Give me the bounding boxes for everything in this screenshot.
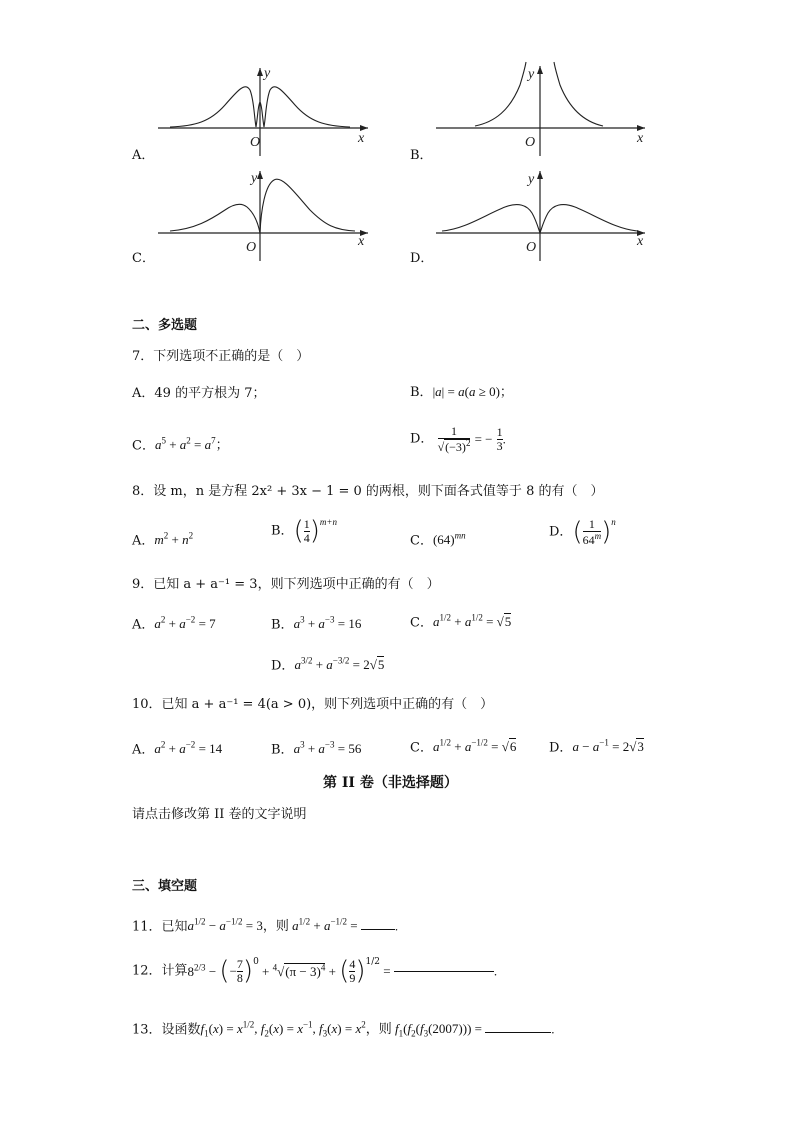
x-axis-label: x xyxy=(637,131,644,146)
part-2-note[interactable]: 请点击修改第 II 卷的文字说明 xyxy=(132,807,307,822)
question-8-option-d: D．( $\frac{1}{64^m}$ )$^n$ xyxy=(549,517,616,548)
question-7-option-d: D． $\frac{1}{√(-3)^2}$ = − $\frac{1}{3}$ . xyxy=(410,424,506,454)
graph-b xyxy=(430,60,660,160)
question-7-stem: 7．下列选项不正确的是（ ） xyxy=(132,349,310,364)
question-10-option-a: A．$a^2 + a^{-2} = 14$ xyxy=(132,740,223,758)
question-10-option-b: B．$a^3 + a^{-3} = 56$ xyxy=(271,740,362,758)
question-7-option-c: C．$a^5 + a^2 = a^7$； xyxy=(132,436,229,454)
option-label: D． xyxy=(410,251,434,266)
graph-c xyxy=(150,165,380,265)
y-axis-label: y xyxy=(264,66,271,81)
question-9-option-a: A．$a^2 + a^{-2} = 7$ xyxy=(132,615,216,633)
question-8-option-c: C．$(64)^{mn}$ xyxy=(410,531,466,549)
origin-label: O xyxy=(526,240,537,255)
option-label: C． xyxy=(132,251,155,266)
answer-blank[interactable] xyxy=(361,929,395,930)
origin-label: O xyxy=(525,135,536,150)
question-9-option-c: C．$a^{1/2} + a^{1/2} = √5$ xyxy=(410,613,512,631)
x-axis-label: x xyxy=(358,131,365,146)
question-9-stem: 9．已知 a + a⁻¹ = 3，则下列选项中正确的有（ ） xyxy=(132,577,440,592)
question-7-option-b: B．|a| = a(a ≥ 0)； xyxy=(410,384,513,400)
y-axis-label: y xyxy=(251,171,258,186)
question-9-option-d: D．$a^{3/2} + a^{-3/2} = 2√5$ xyxy=(271,656,385,674)
x-axis-label: x xyxy=(637,234,644,249)
graph-d xyxy=(430,165,660,265)
question-12: 12．计算$8^{2/3}$ − (− $\frac{7}{8}$ )$^0 + ^4√(\pi - 3)^4$ + ( $\frac{4}{9}$ )$^{1/2}$ = . xyxy=(132,956,498,987)
option-label: B． xyxy=(410,148,433,163)
question-13: 13．设函数$f_1(x) = x^{1/2}$, $f_2(x) = x^{-1}$, $f_3(x) = x^2$，则 $f_1(f_2(f_3(2007)))$ = . xyxy=(132,1020,555,1039)
section-heading: 三、填空题 xyxy=(132,879,198,894)
question-10-option-c: C．$a^{1/2} + a^{-1/2} = √6$ xyxy=(410,738,517,756)
answer-blank[interactable] xyxy=(394,971,494,972)
question-8-option-a: A．$m^2 + n^2$ xyxy=(132,531,194,549)
y-axis-label: y xyxy=(528,67,535,82)
origin-label: O xyxy=(250,135,261,150)
y-axis-label: y xyxy=(528,172,535,187)
question-7-option-a: A．49 的平方根为 7； xyxy=(132,386,266,401)
question-11: 11．已知$a^{1/2} - a^{-1/2} = 3$，则 $a^{1/2} + a^{-1/2}$ = . xyxy=(132,917,399,935)
question-8-stem: 8．设 m，n 是方程 2x² + 3x − 1 = 0 的两根，则下面各式值等于 8 的有（ ） xyxy=(132,484,604,499)
x-axis-label: x xyxy=(358,234,365,249)
origin-label: O xyxy=(246,240,257,255)
question-10-option-d: D．$a - a^{-1} = 2√3$ xyxy=(549,738,644,756)
graph-a xyxy=(150,60,380,160)
answer-blank[interactable] xyxy=(485,1032,551,1033)
option-label: A． xyxy=(132,148,155,163)
question-9-option-b: B．$a^3 + a^{-3} = 16$ xyxy=(271,615,362,633)
question-8-option-b: B．( $\frac{1}{4}$ )$^{m+n}$ xyxy=(271,516,337,547)
part-2-title: 第 II 卷（非选择题） xyxy=(323,775,458,791)
question-10-stem: 10．已知 a + a⁻¹ = 4(a > 0)，则下列选项中正确的有（ ） xyxy=(132,697,494,712)
section-heading: 二、多选题 xyxy=(132,318,198,333)
